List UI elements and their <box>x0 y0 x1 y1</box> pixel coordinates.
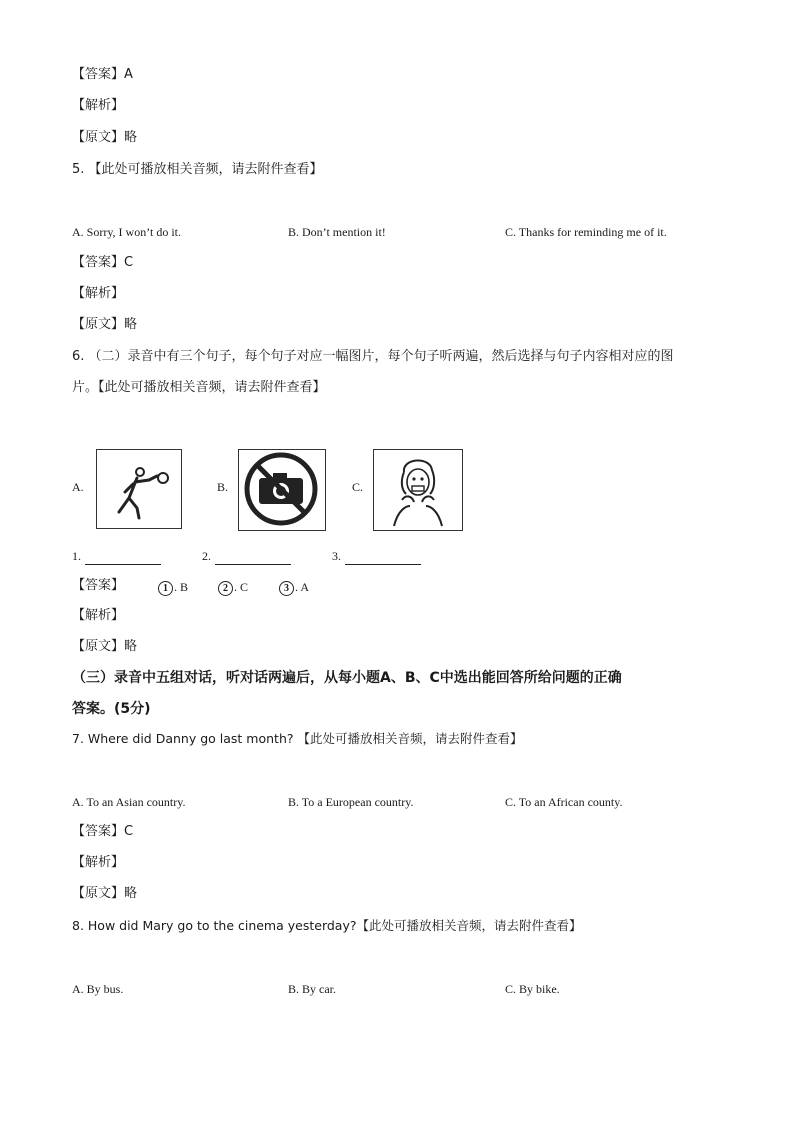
q7-option-c: C. To an African county. <box>505 795 623 809</box>
q6-picture-c <box>373 449 463 531</box>
section3-header-line2: 答案。(5分) <box>72 701 151 717</box>
q6-answer-label: 【答案】 <box>72 578 125 593</box>
scared-person-icon <box>374 450 461 529</box>
q4-original: 【原文】略 <box>72 130 138 145</box>
q6-original: 【原文】略 <box>72 639 138 654</box>
q7-answer: 【答案】C <box>72 824 134 839</box>
volleyball-player-icon <box>97 450 180 527</box>
q6-stem-line1: 6. （二）录音中有三个句子，每个句子对应一幅图片，每个句子听两遍，然后选择与句子内容相对应的图 <box>72 349 674 364</box>
no-camera-icon <box>239 450 324 529</box>
q6-picture-c-label: C. <box>352 480 364 494</box>
q7-original: 【原文】略 <box>72 886 138 901</box>
q4-analysis: 【解析】 <box>72 98 125 113</box>
q6-stem-line2: 片。【此处可播放相关音频，请去附件查看】 <box>72 380 326 395</box>
q6-answer-1: 1 . B <box>158 578 188 596</box>
q5-option-b: B. Don’t mention it! <box>288 225 386 239</box>
q5-answer: 【答案】C <box>72 255 134 270</box>
q5-option-c: C. Thanks for reminding me of it. <box>505 225 667 239</box>
q7-option-a: A. To an Asian country. <box>72 795 186 809</box>
q6-picture-a <box>96 449 182 529</box>
q8-option-b: B. By car. <box>288 982 336 996</box>
q4-answer: 【答案】A <box>72 67 133 82</box>
q5-option-a: A. Sorry, I won’t do it. <box>72 225 181 239</box>
q6-picture-b <box>238 449 326 531</box>
q6-analysis: 【解析】 <box>72 608 125 623</box>
q5-original: 【原文】略 <box>72 317 138 332</box>
q8-stem: 8. How did Mary go to the cinema yesterday?【此处可播放相关音频，请去附件查看】 <box>72 918 582 933</box>
q6-blank-2[interactable]: 2. <box>202 547 291 565</box>
q6-answer-2: 2 . C <box>218 578 248 596</box>
q5-analysis: 【解析】 <box>72 286 125 301</box>
q6-picture-a-label: A. <box>72 480 84 494</box>
q5-stem: 5. 【此处可播放相关音频，请去附件查看】 <box>72 162 323 177</box>
q6-answer-3: 3 . A <box>279 578 309 596</box>
q7-analysis: 【解析】 <box>72 855 125 870</box>
q6-blank-3[interactable]: 3. <box>332 547 421 565</box>
q6-picture-b-label: B. <box>217 480 229 494</box>
q6-blank-1[interactable]: 1. <box>72 547 161 565</box>
q7-stem: 7. Where did Danny go last month? 【此处可播放相关音频，请去附件查看】 <box>72 731 523 746</box>
q8-option-c: C. By bike. <box>505 982 560 996</box>
q8-option-a: A. By bus. <box>72 982 124 996</box>
section3-header-line1: （三）录音中五组对话，听对话两遍后，从每小题A、B、C中选出能回答所给问题的正确 <box>72 670 622 686</box>
q7-option-b: B. To a European country. <box>288 795 414 809</box>
